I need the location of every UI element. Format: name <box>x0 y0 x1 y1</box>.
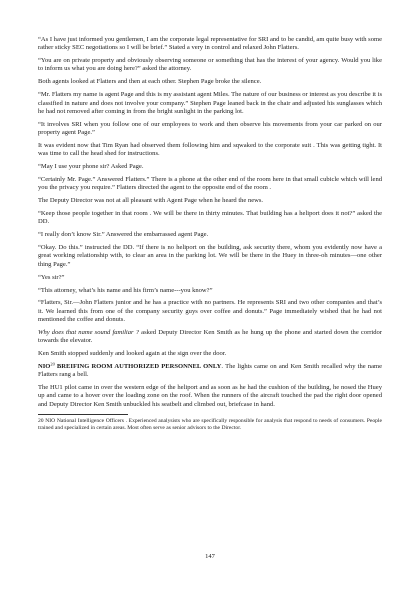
paragraph: Both agents looked at Flatters and then at each other. Stephen Page broke the silence. <box>38 78 262 86</box>
nio-sign-paragraph <box>38 363 382 380</box>
paragraph: It was evident now that Tim Ryan had observed them following him and sqwaked to the corporate suit . This was getting tight. It was time to call the head shed for instructions. <box>38 141 382 158</box>
paragraph: “Okay. Do this.” instructed the DD. “If there is no heliport on the building, ask security there, whom you evidently now have a great working relationship with, to clear an area in the parking lot. We will be there in the Huey in three-oh minutes—one other thing Page.” <box>38 244 382 268</box>
paragraph: “Flatters, Sir.—John Flatters junior and he has a practice with no partners. He represents SRI and two other companies and that’s it. We learned this from one of the company security guys over coffee and donuts.” Page immediately wished that he had not mentioned the coffee and donuts. <box>38 299 382 324</box>
footnote: 20 NIO National Intelligence Officers . Experienced analysists who are specifically responsible for analysis that respond to needs of consumers. People trained and specialized in certain areas. Most often serve as senior advisors to the Director. <box>38 417 382 431</box>
nio-sign-text: BREIFING ROOM AUTHORIZED PERSONNEL ONLY <box>54 363 222 370</box>
book-page <box>38 36 382 436</box>
paragraph: “May I use your phone sir? Asked Page. <box>38 163 144 171</box>
footnote-divider <box>38 414 128 415</box>
paragraph: “This attorney, what’s his name and his firm’s name---you know?” <box>38 286 213 294</box>
paragraph: “I really don’t know Sir.” Answered the embarrassed agent Page. <box>38 231 209 239</box>
paragraph: “As I have just informed you gentlemen, I am the corporate legal representative for SRI and to be candid, am quite busy with some rather sticky SEC negotiations so I will be brief.” Stated a very in control and relaxed John Flatters. <box>38 36 382 52</box>
paragraph: “Yes sir?” <box>38 273 65 281</box>
paragraph: “Mr. Flatters my name is agent Page and this is my assistant agent Miles. The nature of our business or interest as you describe it is classified in nature and does not involve your company.” Stephen Page leaned back in the chair and adjusted his sunglasses which he had not removed after coming in from the bright sunlight in the parking lot. <box>38 91 382 115</box>
italic-question-tail: asked Deputy Director Ken Smith as he hung up the phone and started down the corridor towards the elevator. <box>38 328 382 345</box>
paragraph: Ken Smith stopped suddenly and looked again at the sign over the door. <box>38 350 227 358</box>
paragraph: The Deputy Director was not at all pleasant with Agent Page when he heard the news. <box>38 197 264 205</box>
paragraph: “Keep those people together in that room . We will be there in thirty minutes. That building has a heliport does it not?” asked the DD. <box>38 210 382 226</box>
paragraph: The HU1 pilot came in over the western edge of the heliport and as soon as he had the cushion of the building, he nosed the Huey up and came to a hover over the loading zone on the roof. When the runners of the aircraft touched the pad the right door opened and Deputy Director Ken Smith unbuckled his seatbelt and climbed out, briefcase in hand. <box>38 384 382 408</box>
nio-tail: . The lights came on and Ken Smith recalled why the name Flatters rang a bell. <box>38 363 382 379</box>
nio-heading: NIO <box>38 363 51 370</box>
paragraph: “You are on private property and obviously observing someone or something that has the interest of your agency. Would you like to inform us what you are doing here?” asked the attorney. <box>38 57 382 73</box>
italic-question: Why does that name sound familiar ? <box>38 328 139 336</box>
footnote-reference: 20 <box>50 361 55 367</box>
paragraph: “It involves SRI when you follow one of our employees to work and then observe his movements from your car parked on our property agent Page.” <box>38 120 382 137</box>
italic-question-paragraph <box>38 329 382 346</box>
paragraph: “Certainly Mr. Page.” Answered Flatters.” There is a phone at the other end of the room here in that small cubicle which will lend you the privacy you require.” Flatters directed the agent to the opposite end of the room . <box>38 176 382 192</box>
page-number: 147 <box>205 553 215 560</box>
